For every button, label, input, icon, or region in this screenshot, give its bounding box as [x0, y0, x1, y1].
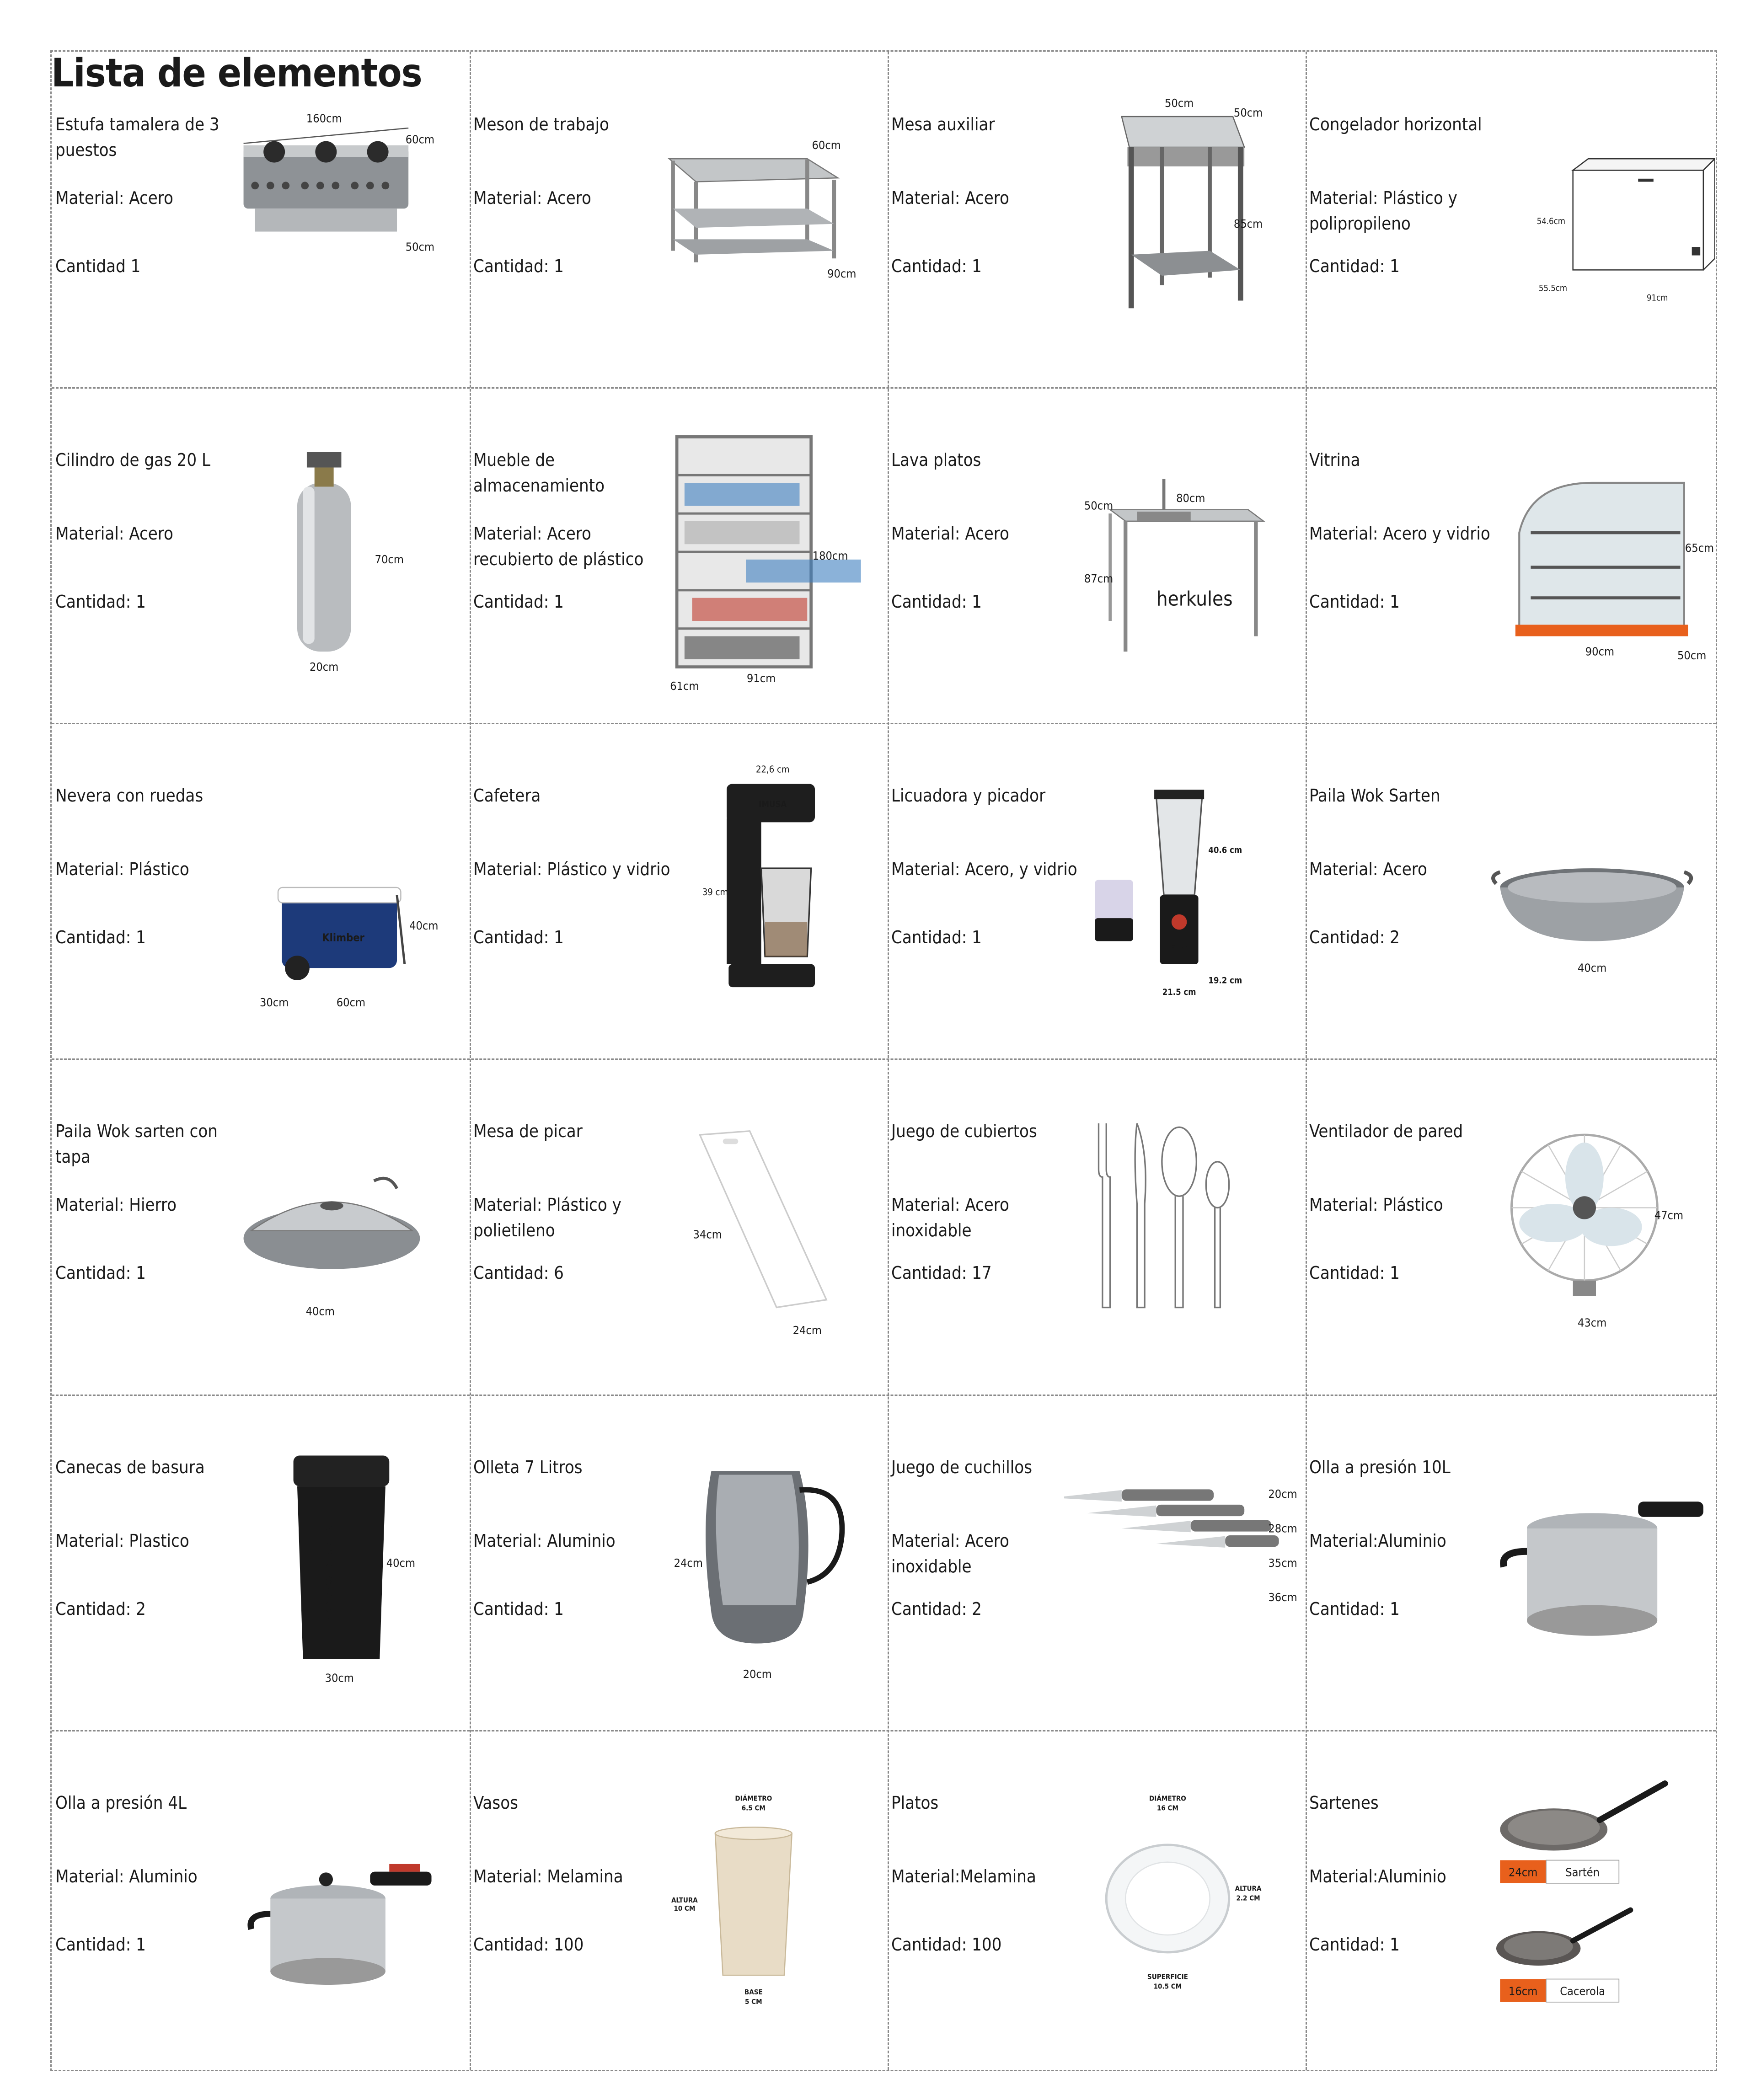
- item-material: Material: Plastico: [55, 1531, 189, 1551]
- brand-label: IMUSA: [759, 799, 787, 809]
- dimension-label: 91cm: [746, 672, 776, 685]
- dimension-label: DIÁMETRO: [1149, 1794, 1186, 1803]
- dimension-label: 55.5cm: [1538, 283, 1568, 294]
- dimension-label: 90cm: [1585, 645, 1615, 658]
- dimension-label: 40cm: [409, 919, 439, 933]
- item-material: Material: Acero: [55, 524, 173, 544]
- item-name: Mesa auxiliar: [891, 114, 995, 134]
- item-name: Cilindro de gas 20 L: [55, 450, 211, 470]
- item-quantity: Cantidad: 1: [1309, 256, 1400, 276]
- dimension-label: ALTURA: [1235, 1884, 1262, 1893]
- storage-rack-icon: [646, 406, 884, 698]
- dimension-label: 50cm: [405, 240, 435, 254]
- gas-cylinder-icon: [228, 406, 466, 698]
- dimension-label: 50cm: [1677, 648, 1707, 662]
- dimension-label: 90cm: [827, 267, 857, 281]
- brand-label: Klimber: [322, 931, 364, 944]
- item-material: Material: Plástico y polietileno: [473, 1195, 621, 1240]
- item-card: [52, 1058, 470, 1395]
- item-name: Nevera con ruedas: [55, 785, 203, 806]
- item-quantity: Cantidad: 1: [1309, 1934, 1400, 1955]
- item-name: Ventilador de pared: [1309, 1121, 1463, 1141]
- item-name: Mueble de almacenamiento: [473, 450, 605, 496]
- dimension-label: 43cm: [1577, 1316, 1607, 1330]
- pressure-cooker-icon: [1477, 1413, 1715, 1705]
- item-name: Cafetera: [473, 785, 541, 806]
- item-card: [888, 387, 1306, 723]
- item-card: [470, 1058, 888, 1395]
- item-material: Material: Acero recubierto de plástico: [473, 524, 644, 569]
- dimension-label: 30cm: [259, 996, 289, 1009]
- item-material: Material: Acero: [1309, 859, 1427, 879]
- dimension-label: 91cm: [1646, 293, 1668, 303]
- dimension-label: 40cm: [305, 1304, 335, 1318]
- item-quantity: Cantidad: 1: [473, 592, 564, 612]
- dimension-label: 16 CM: [1156, 1804, 1178, 1812]
- item-material: Material: Acero, y vidrio: [891, 859, 1077, 879]
- dimension-label: 16cm: [1508, 1984, 1538, 1998]
- item-card: [888, 52, 1306, 387]
- item-quantity: Cantidad: 1: [55, 1263, 146, 1283]
- item-card: [1306, 1730, 1719, 2073]
- item-name: Sartenes: [1309, 1793, 1379, 1813]
- bin-label: No Aprovechables: [321, 1525, 335, 1624]
- item-quantity: Cantidad: 1: [55, 927, 146, 947]
- item-material: Material: Plástico: [1309, 1195, 1443, 1215]
- item-quantity: Cantidad: 1: [891, 256, 982, 276]
- item-material: Material: Hierro: [55, 1195, 177, 1215]
- brand-label: IMUSA: [1167, 942, 1191, 951]
- item-quantity: Cantidad: 2: [55, 1599, 146, 1619]
- item-card: [470, 1730, 888, 2073]
- item-quantity: Cantidad: 1: [891, 592, 982, 612]
- item-name: Platos: [891, 1793, 939, 1813]
- item-name: Paila Wok Sarten: [1309, 785, 1440, 806]
- dimension-label: 21.5 cm: [1162, 987, 1196, 997]
- page-title: Lista de elementos: [51, 50, 422, 96]
- item-card: [888, 723, 1306, 1058]
- dimension-label: 60cm: [405, 133, 435, 146]
- item-quantity: Cantidad: 1: [473, 256, 564, 276]
- item-card: [470, 1395, 888, 1730]
- dimension-label: 61cm: [670, 679, 699, 693]
- item-card: [1306, 52, 1719, 387]
- item-name: Juego de cubiertos: [891, 1121, 1037, 1141]
- item-quantity: Cantidad: 1: [55, 592, 146, 612]
- auxiliary-table-icon: [1064, 70, 1302, 363]
- wok-icon: [1477, 741, 1715, 1034]
- item-quantity: Cantidad: 1: [891, 927, 982, 947]
- item-card: [888, 1730, 1306, 2073]
- dimension-label: 50cm: [1084, 499, 1114, 513]
- item-material: Material: Acero: [891, 524, 1009, 544]
- dimension-label: 28cm: [1268, 1522, 1297, 1535]
- item-quantity: Cantidad: 1: [1309, 1263, 1400, 1283]
- wok-lid-icon: [228, 1077, 466, 1369]
- item-material: Material:Aluminio: [1309, 1531, 1446, 1551]
- item-material: Material: Acero: [473, 188, 591, 208]
- dimension-label: 10 CM: [674, 1904, 696, 1913]
- item-name: Licuadora y picador: [891, 785, 1046, 806]
- dimension-label: 35cm: [1268, 1556, 1297, 1570]
- item-quantity: Cantidad: 1: [55, 1934, 146, 1955]
- item-card: [888, 1395, 1306, 1730]
- item-card: [52, 1395, 470, 1730]
- item-quantity: Cantidad: 1: [1309, 592, 1400, 612]
- dimension-label: 47cm: [1654, 1208, 1684, 1222]
- dimension-label: 24cm: [1508, 1865, 1538, 1879]
- item-name: Paila Wok sarten con tapa: [55, 1121, 218, 1167]
- item-material: Material: Acero inoxidable: [891, 1195, 1009, 1240]
- dimension-label: 20cm: [310, 660, 339, 673]
- dimension-label: Sartén: [1565, 1865, 1600, 1879]
- item-name: Mesa de picar: [473, 1121, 583, 1141]
- dimension-label: 54.6cm: [1536, 216, 1565, 226]
- coffee-maker-icon: [646, 741, 884, 1034]
- item-name: Olla a presión 4L: [55, 1793, 187, 1813]
- dimension-label: 5 CM: [745, 1998, 762, 2006]
- dimension-label: 70cm: [375, 553, 404, 566]
- item-card: [888, 1058, 1306, 1395]
- stove-icon: [228, 70, 466, 363]
- cooler-icon: [228, 741, 466, 1034]
- dimension-label: 65cm: [1685, 541, 1714, 555]
- dimension-label: 80cm: [1176, 491, 1205, 505]
- item-material: Material: Plástico y vidrio: [473, 859, 670, 879]
- item-quantity: Cantidad: 17: [891, 1263, 992, 1283]
- pitcher-icon: [646, 1413, 884, 1705]
- item-name: Olleta 7 Litros: [473, 1457, 583, 1477]
- dimension-label: 19.2 cm: [1208, 976, 1242, 986]
- item-card: [52, 723, 470, 1058]
- item-quantity: Cantidad: 100: [473, 1934, 584, 1955]
- item-name: Olla a presión 10L: [1309, 1457, 1451, 1477]
- cutting-board-icon: [646, 1077, 884, 1369]
- pressure-cooker-small-icon: [228, 1748, 466, 2041]
- item-card: [470, 52, 888, 387]
- item-card: [1306, 387, 1719, 723]
- dimension-label: SUPERFICIE: [1147, 1972, 1188, 1981]
- dimension-label: 10.5 CM: [1153, 1982, 1182, 1991]
- dimension-label: 60cm: [336, 996, 366, 1009]
- item-name: Vasos: [473, 1793, 518, 1813]
- plate-icon: [1064, 1748, 1302, 2041]
- item-quantity: Cantidad 1: [55, 256, 141, 276]
- dimension-label: 24cm: [792, 1324, 822, 1337]
- dimension-label: BASE: [744, 1988, 763, 1997]
- dimension-label: 180cm: [812, 549, 848, 562]
- item-quantity: Cantidad: 1: [473, 927, 564, 947]
- item-name: Meson de trabajo: [473, 114, 609, 134]
- dimension-label: ALTURA: [671, 1896, 698, 1904]
- item-card: [470, 723, 888, 1058]
- work-table-icon: [646, 70, 884, 363]
- item-material: Material: Aluminio: [55, 1866, 198, 1886]
- item-quantity: Cantidad: 2: [1309, 927, 1400, 947]
- dimension-label: 36cm: [1268, 1591, 1297, 1604]
- item-material: Material:Aluminio: [1309, 1866, 1446, 1886]
- item-quantity: Cantidad: 6: [473, 1263, 564, 1283]
- item-material: Material: Acero y vidrio: [1309, 524, 1490, 544]
- item-name: Lava platos: [891, 450, 981, 470]
- dimension-label: 2.2 CM: [1236, 1894, 1260, 1902]
- item-name: Congelador horizontal: [1309, 114, 1482, 134]
- item-material: Material: Acero: [55, 188, 173, 208]
- frying-pans-icon: [1477, 1748, 1715, 2041]
- dimension-label: 50cm: [1233, 106, 1263, 119]
- dimension-label: 20cm: [1268, 1487, 1297, 1501]
- item-material: Material: Acero inoxidable: [891, 1531, 1009, 1576]
- sink-icon: [1064, 406, 1302, 698]
- item-name: Canecas de basura: [55, 1457, 205, 1477]
- cutlery-icon: [1064, 1077, 1302, 1369]
- dimension-label: 22,6 cm: [755, 764, 790, 775]
- display-case-icon: [1477, 406, 1715, 698]
- item-card: [1306, 723, 1719, 1058]
- dimension-label: 30cm: [325, 1671, 354, 1685]
- item-card: [1306, 1395, 1719, 1730]
- item-card: [52, 1730, 470, 2073]
- item-card: [470, 387, 888, 723]
- dimension-label: Cacerola: [1560, 1984, 1606, 1998]
- item-material: Material: Aluminio: [473, 1531, 616, 1551]
- dimension-label: 40cm: [386, 1556, 416, 1570]
- item-quantity: Cantidad: 1: [1309, 1599, 1400, 1619]
- item-quantity: Cantidad: 1: [473, 1599, 564, 1619]
- item-name: Vitrina: [1309, 450, 1360, 470]
- dimension-label: 24cm: [674, 1556, 703, 1570]
- item-material: Material: Plástico y polipropileno: [1309, 188, 1457, 234]
- item-material: Material:Melamina: [891, 1866, 1036, 1886]
- item-material: Material: Melamina: [473, 1866, 623, 1886]
- dimension-label: 6.5 CM: [741, 1804, 766, 1812]
- dimension-label: 87cm: [1084, 572, 1114, 586]
- dimension-label: 50cm: [1164, 96, 1194, 110]
- wall-fan-icon: [1477, 1077, 1715, 1369]
- blender-icon: [1064, 741, 1302, 1034]
- knife-set-icon: [1064, 1413, 1302, 1705]
- item-card: [52, 52, 470, 387]
- brand-watermark: herkules: [1156, 588, 1233, 611]
- dimension-label: 34cm: [693, 1228, 722, 1241]
- dimension-label: 39 cm: [702, 886, 728, 898]
- cup-icon: [646, 1748, 884, 2041]
- dimension-label: 60cm: [812, 139, 841, 152]
- trash-can-icon: [228, 1413, 466, 1705]
- item-material: Material: Acero: [891, 188, 1009, 208]
- item-card: [1306, 1058, 1719, 1395]
- item-quantity: Cantidad: 100: [891, 1934, 1002, 1955]
- item-material: Material: Plástico: [55, 859, 189, 879]
- dimension-label: 40cm: [1577, 961, 1607, 975]
- item-card: [52, 387, 470, 723]
- item-name: Juego de cuchillos: [891, 1457, 1033, 1477]
- dimension-label: 85cm: [1233, 217, 1263, 231]
- item-quantity: Cantidad: 2: [891, 1599, 982, 1619]
- item-name: Estufa tamalera de 3 puestos: [55, 114, 220, 160]
- dimension-label: 20cm: [743, 1667, 772, 1681]
- dimension-label: 160cm: [306, 112, 342, 125]
- chest-freezer-icon: [1477, 70, 1715, 363]
- dimension-label: 40.6 cm: [1208, 845, 1242, 855]
- dimension-label: DIÁMETRO: [735, 1794, 772, 1803]
- items-grid: [50, 50, 1717, 2071]
